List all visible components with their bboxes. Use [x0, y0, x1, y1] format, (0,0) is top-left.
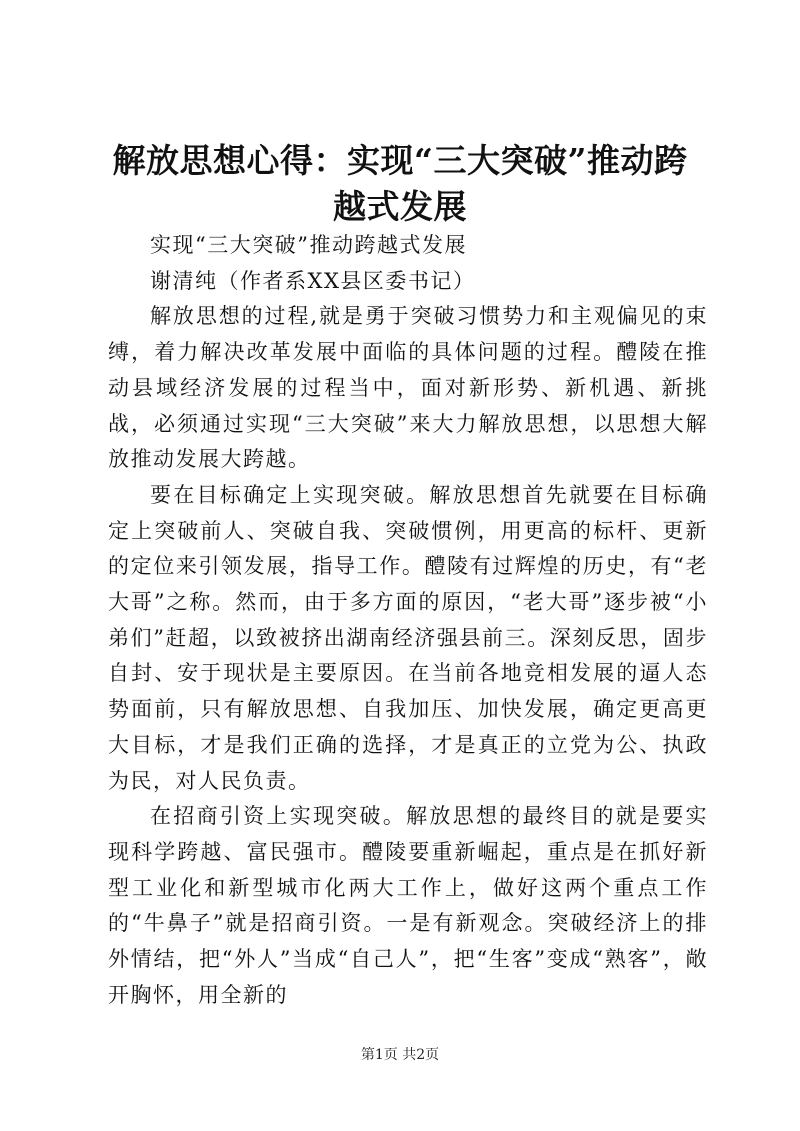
page-number-footer: 第1页 共2页	[360, 1047, 440, 1063]
subtitle-line: 实现“三大突破”推动跨越式发展	[150, 233, 467, 257]
author-line: 谢清纯（作者系XX县区委书记）	[150, 268, 476, 293]
paragraph: 要在目标确定上实现突破。解放思想首先就要在目标确定上突破前人、突破自我、突破惯例，用更高的标杆、更新的定位来引领发展，指导工作。醴陵有过辉煌的历史，有“老大哥”之称。然而，由于多方面的原因，“老大哥”逐步被“小弟们”赶超，以致被挤出湖南经济强县前三。深刻反思，固步自封、安于现状是主要原因。在当前各地竞相发展的逼人态势面前，只有解放思想、自我加压、加快发展，确定更高更大目标，才是我们正确的选择，才是真正的立党为公、执政为民，对人民负责。	[108, 482, 708, 793]
paragraph: 在招商引资上实现突破。解放思想的最终目的就是要实现科学跨越、富民强市。醴陵要重新崛起，重点是在抓好新型工业化和新型城市化两大工作上，做好这两个重点工作的“牛鼻子”就是招商引资。一是有新观念。突破经济上的排外情结，把“外人”当成“自己人”，把“生客”变成“熟客”，敞开胸怀，用全新的	[108, 804, 708, 1007]
document-title: 解放思想心得：实现“三大突破”推动跨越式发展	[112, 141, 688, 226]
document-body	[108, 228, 708, 1013]
paragraph: 解放思想的过程,就是勇于突破习惯势力和主观偏见的束缚，着力解决改革发展中面临的具体问题的过程。醴陵在推动县域经济发展的过程当中，面对新形势、新机遇、新挑战，必须通过实现“三大突破”来大力解放思想，以思想大解放推动发展大跨越。	[108, 304, 708, 472]
